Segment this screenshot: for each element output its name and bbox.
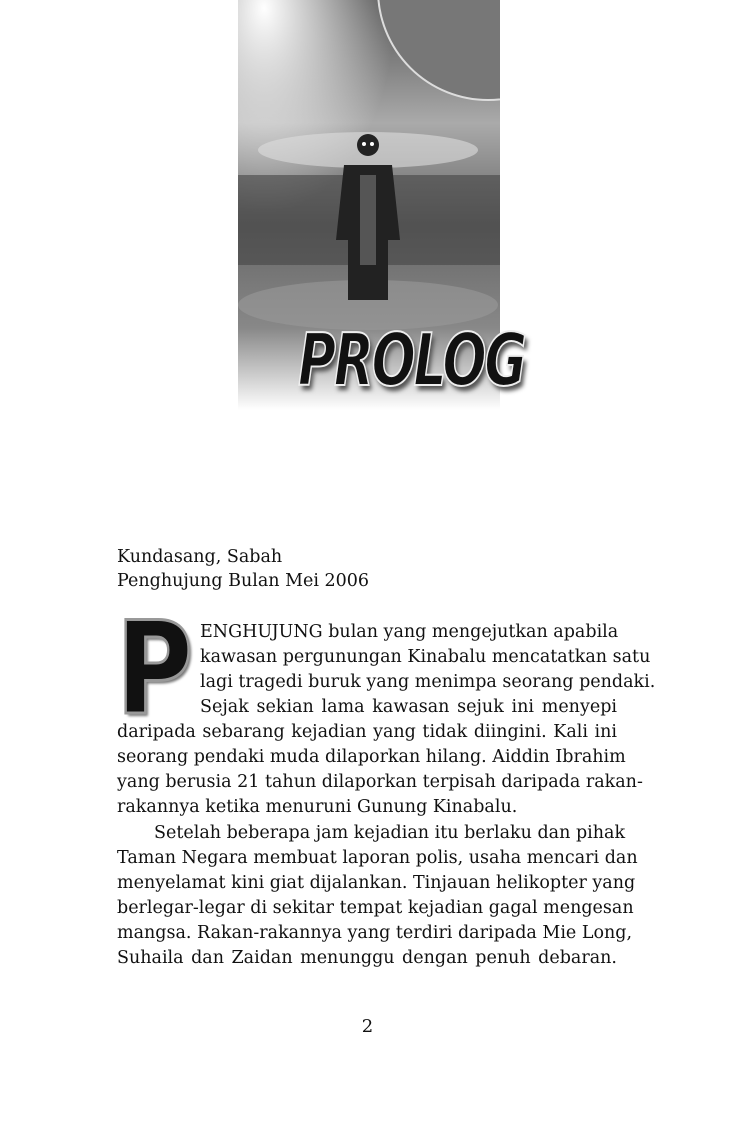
page-number: 2 — [361, 1016, 374, 1037]
location-line: Kundasang, Sabah — [117, 547, 283, 567]
text-line: ENGHUJUNG bulan yang mengejutkan apabila — [200, 622, 619, 642]
text-line: Setelah beberapa jam kejadian itu berlaku dan pihak — [154, 823, 626, 843]
text-line: Suhaila dan Zaidan menunggu dengan penuh debaran. — [117, 948, 617, 968]
chapter-title: PROLOG — [298, 318, 525, 402]
text-line: lagi tragedi buruk yang menimpa seorang pendaki. — [200, 672, 656, 692]
text-line: menyelamat kini giat dijalankan. Tinjauan helikopter yang — [117, 873, 636, 893]
date-line: Penghujung Bulan Mei 2006 — [117, 571, 370, 591]
drop-cap: P — [116, 595, 193, 744]
text-line: daripada sebarang kejadian yang tidak diingini. Kali ini — [117, 722, 617, 742]
text-line: rakannya ketika menuruni Gunung Kinabalu. — [117, 797, 518, 817]
text-line: Sejak sekian lama kawasan sejuk ini menyepi — [200, 697, 617, 717]
text-line: kawasan pergunungan Kinabalu mencatatkan satu — [200, 647, 651, 667]
text-line: mangsa. Rakan-rakannya yang terdiri daripada Mie Long, — [117, 923, 633, 943]
text-line: Taman Negara membuat laporan polis, usaha mencari dan — [117, 848, 638, 868]
text-line: yang berusia 21 tahun dilaporkan terpisah daripada rakan- — [117, 772, 643, 792]
text-line: seorang pendaki muda dilaporkan hilang. Aiddin Ibrahim — [117, 747, 626, 767]
text-line: berlegar-legar di sekitar tempat kejadian gagal mengesan — [117, 898, 634, 918]
